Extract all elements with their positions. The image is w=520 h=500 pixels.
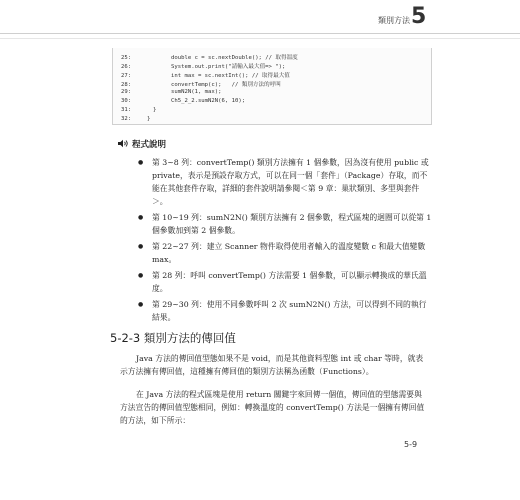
list-item: ● 第 28 列：呼叫 convertTemp() 方法需要 1 個參數，可以顯示轉換成的華氏溫度。	[142, 269, 432, 295]
code-line-number: 32:	[121, 116, 132, 122]
header-rule	[0, 33, 520, 34]
note-bullet-list	[142, 156, 432, 327]
code-line-text: double c = sc.nextDouble(); // 取得溫度	[171, 55, 298, 61]
list-item: ● 第 22~27 列：建立 Scanner 物件取得使用者輸入的溫度變數 c 和最大值變數 max。	[142, 240, 432, 266]
code-line	[121, 80, 281, 88]
code-line-number: 30:	[121, 98, 132, 104]
code-line-number: 27:	[121, 73, 132, 79]
code-line	[121, 89, 222, 95]
list-item: ● 第 29~30 列：使用不同參數呼叫 2 次 sumN2N() 方法，可以得到不同的執行結果。	[142, 298, 432, 324]
code-line	[121, 53, 298, 61]
code-line	[121, 107, 156, 113]
code-line-text: int max = sc.nextInt(); // 取得最大值	[171, 73, 290, 79]
code-line-text: System.out.print("請輸入最大值=> ");	[171, 64, 286, 70]
program-note-title: 程式說明	[132, 140, 167, 150]
page-number: 5-9	[404, 440, 418, 449]
list-item: ● 第 10~19 列：sumN2N() 類別方法擁有 2 個參數，程式區塊的迴圈可以從第 1 個參數加到第 2 個參數。	[142, 211, 432, 237]
code-line-number: 29:	[121, 89, 132, 95]
code-line-number: 25:	[121, 55, 132, 61]
code-listing	[112, 48, 432, 125]
body-paragraph: 在 Java 方法的程式區塊是使用 return 關鍵字來回傳一個值，傳回值的型態需要與方法宣告的傳回值型態相同，例如：轉換溫度的 convertTemp() 方法是一個擁有傳回值的方法，如下所示：	[120, 390, 425, 425]
code-line	[121, 71, 290, 79]
code-line-number: 28:	[121, 82, 132, 88]
code-line-text: }	[147, 116, 151, 122]
program-note-heading	[118, 138, 166, 151]
code-line-text: sumN2N(1, max);	[171, 89, 222, 95]
running-header-title: 類別方法	[378, 16, 410, 25]
code-line	[121, 98, 245, 104]
list-item: ● 第 3~8 列：convertTemp() 類別方法擁有 1 個參數，因為沒有使用 public 或 private，表示是預設存取方式，可以在同一個「套件」（Package）存取，而不能在其他套件存取，詳細的套件說明請參閱＜第 9 章：巢狀類別、多型與套件＞。	[142, 156, 432, 208]
code-line-text: Ch5_2_2.sumN2N(6, 10);	[171, 98, 246, 104]
speaker-icon	[118, 139, 129, 151]
code-line-text: convertTemp(c); // 類別方法的呼叫	[171, 82, 281, 88]
code-line	[121, 116, 150, 122]
body-paragraph: Java 方法的傳回值型態如果不是 void，而是其他資料型態 int 或 char 等時，就表示方法擁有傳回值，這種擁有傳回值的類別方法稱為函數（Functions）。	[120, 354, 424, 376]
code-line-number: 26:	[121, 64, 132, 70]
code-line	[121, 62, 285, 70]
code-line-text: }	[153, 107, 157, 113]
header-rule-secondary	[0, 38, 520, 39]
section-heading: 5-2-3 類別方法的傳回值	[110, 331, 236, 345]
code-line-number: 31:	[121, 107, 132, 113]
chapter-number: 5	[411, 4, 427, 29]
